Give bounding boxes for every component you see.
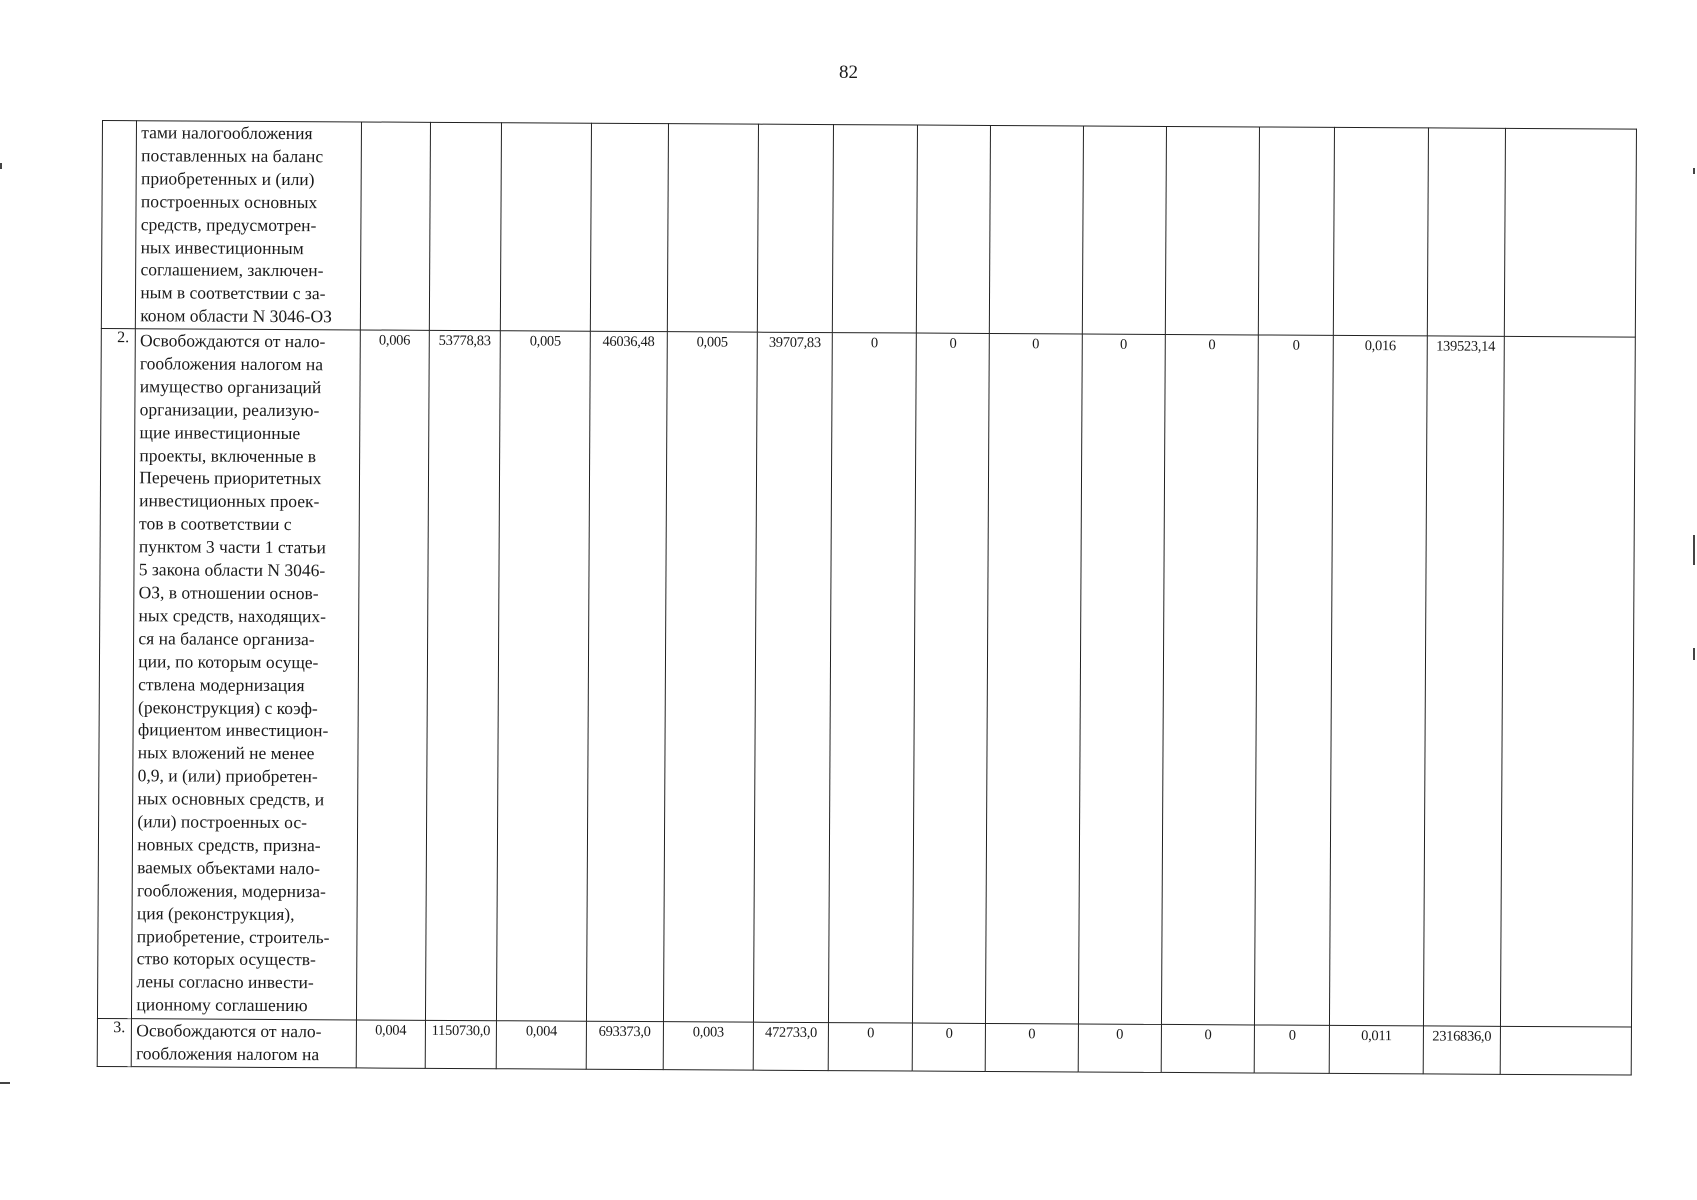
description-line: гообложения налогом на bbox=[136, 1043, 320, 1065]
description-line: организации, реализую- bbox=[139, 398, 320, 420]
value-cell: 46036,48 bbox=[586, 331, 667, 1021]
value-cell: 0 bbox=[828, 1023, 913, 1071]
description-line: щие инвестиционные bbox=[139, 421, 301, 443]
table-row bbox=[97, 1018, 1631, 1075]
scan-artifact-line bbox=[0, 1082, 10, 1084]
value-cell: 0 bbox=[829, 333, 917, 1023]
value-cell: 693373,0 bbox=[586, 1021, 663, 1069]
value-cell bbox=[1504, 128, 1636, 337]
description-line: коном области N 3046-ОЗ bbox=[140, 305, 332, 327]
value-cell: 0 bbox=[913, 333, 990, 1023]
description-line: 5 закона области N 3046- bbox=[138, 559, 326, 581]
description-line: Освобождаются от нало- bbox=[140, 330, 326, 352]
data-table-wrapper bbox=[97, 120, 1637, 1091]
description-line: новных средств, призна- bbox=[137, 834, 321, 856]
value-cell bbox=[667, 124, 759, 333]
value-cell: 53778,83 bbox=[425, 330, 501, 1020]
value-cell: 39707,83 bbox=[754, 332, 833, 1022]
description-line: построенных основных bbox=[140, 190, 318, 212]
value-cell: 0,005 bbox=[663, 332, 757, 1022]
value-cell: 0,005 bbox=[497, 331, 590, 1021]
description-line: Освобождаются от нало- bbox=[136, 1020, 322, 1042]
value-cell: 139523,14 bbox=[1423, 336, 1504, 1026]
value-cell: 1150730,0 bbox=[425, 1020, 497, 1068]
row-number: 3. bbox=[97, 1018, 132, 1066]
value-cell bbox=[1259, 127, 1335, 335]
value-cell bbox=[590, 123, 668, 331]
description-line: тами налогообложения bbox=[141, 122, 313, 144]
description-line: ОЗ, в отношении основ- bbox=[138, 582, 319, 604]
description-line: проекты, включенные в bbox=[139, 444, 317, 466]
description-line: гообложения налогом на bbox=[139, 353, 324, 375]
description-line: поставленных на баланс bbox=[141, 145, 324, 167]
row-description bbox=[132, 329, 360, 1020]
row-description bbox=[132, 1019, 357, 1068]
description-line: ных основных средств, и bbox=[137, 788, 325, 810]
description-line: ся на балансе организа- bbox=[138, 627, 315, 649]
value-cell bbox=[1082, 126, 1166, 334]
value-cell bbox=[757, 124, 833, 332]
description-line: ции, по которым осуще- bbox=[138, 650, 319, 672]
description-line: ных инвестиционным bbox=[140, 236, 304, 258]
description-line: имущество организаций bbox=[139, 376, 322, 398]
description-line: ствлена модернизация bbox=[138, 673, 305, 695]
description-line: ство которых осуществ- bbox=[136, 948, 316, 970]
value-cell: 0 bbox=[912, 1023, 985, 1071]
value-cell: 0,006 bbox=[356, 330, 428, 1020]
page-number: 82 bbox=[839, 62, 858, 83]
row-description bbox=[136, 121, 362, 330]
value-cell bbox=[832, 125, 917, 333]
data-table bbox=[97, 120, 1637, 1076]
value-cell: 0 bbox=[1161, 1024, 1255, 1073]
value-cell bbox=[360, 122, 430, 330]
value-cell bbox=[1427, 128, 1505, 336]
scan-artifact-mark bbox=[1693, 648, 1695, 660]
description-line: фициентом инвестицион- bbox=[137, 719, 329, 741]
value-cell: 0,016 bbox=[1330, 335, 1427, 1026]
description-line: лены согласно инвести- bbox=[136, 971, 314, 993]
scan-artifact-mark bbox=[1693, 535, 1695, 565]
value-cell: 0,003 bbox=[663, 1022, 754, 1071]
scan-artifact-mark bbox=[1693, 168, 1695, 174]
value-cell: 0 bbox=[1255, 1025, 1330, 1073]
table-row bbox=[101, 121, 1636, 338]
row-number bbox=[101, 121, 136, 329]
value-cell: 0 bbox=[986, 333, 1082, 1024]
description-line: (реконструкция) с коэф- bbox=[137, 696, 318, 718]
scan-artifact-mark bbox=[0, 163, 2, 169]
value-cell: 2316836,0 bbox=[1423, 1026, 1500, 1074]
table-row bbox=[97, 328, 1635, 1027]
description-line: 0,9, и (или) приобретен- bbox=[137, 765, 318, 787]
value-cell: 0 bbox=[1078, 1024, 1161, 1072]
description-line: приобретенных и (или) bbox=[140, 168, 315, 190]
description-line: ционному соглашению bbox=[136, 994, 308, 1016]
description-line: ным в соответствии с за- bbox=[140, 282, 326, 304]
description-line: пунктом 3 части 1 статьи bbox=[138, 536, 326, 558]
value-cell bbox=[1500, 1026, 1631, 1075]
value-cell: 0 bbox=[1255, 335, 1334, 1025]
description-line: гообложения, модерниза- bbox=[136, 879, 326, 902]
description-line: инвестиционных проек- bbox=[139, 490, 320, 512]
value-cell bbox=[917, 125, 991, 333]
description-line: тов в соответствии с bbox=[139, 513, 292, 535]
value-cell bbox=[1334, 127, 1429, 336]
description-line: (или) построенных ос- bbox=[137, 811, 308, 833]
description-line: средств, предусмотрен- bbox=[140, 213, 317, 235]
description-line: ных средств, находящих- bbox=[138, 605, 327, 627]
value-cell: 0 bbox=[1161, 334, 1258, 1025]
value-cell: 0,004 bbox=[497, 1021, 587, 1069]
value-cell: 0,004 bbox=[356, 1020, 425, 1068]
value-cell bbox=[429, 122, 502, 330]
description-line: соглашением, заключен- bbox=[140, 259, 324, 281]
value-cell: 472733,0 bbox=[753, 1022, 828, 1070]
value-cell bbox=[1165, 126, 1260, 335]
value-cell bbox=[989, 125, 1083, 334]
description-line: ваемых объектами нало- bbox=[137, 857, 321, 879]
value-cell bbox=[501, 123, 592, 331]
description-line: ных вложений не менее bbox=[137, 742, 315, 764]
row-number: 2. bbox=[97, 328, 135, 1018]
value-cell: 0 bbox=[985, 1023, 1078, 1072]
value-cell bbox=[1500, 336, 1635, 1027]
description-line: приобретение, строитель- bbox=[136, 925, 330, 947]
value-cell: 0 bbox=[1078, 334, 1165, 1024]
value-cell: 0,011 bbox=[1329, 1025, 1423, 1074]
description-line: Перечень приоритетных bbox=[139, 467, 322, 489]
description-line: ция (реконструкция), bbox=[136, 902, 295, 924]
